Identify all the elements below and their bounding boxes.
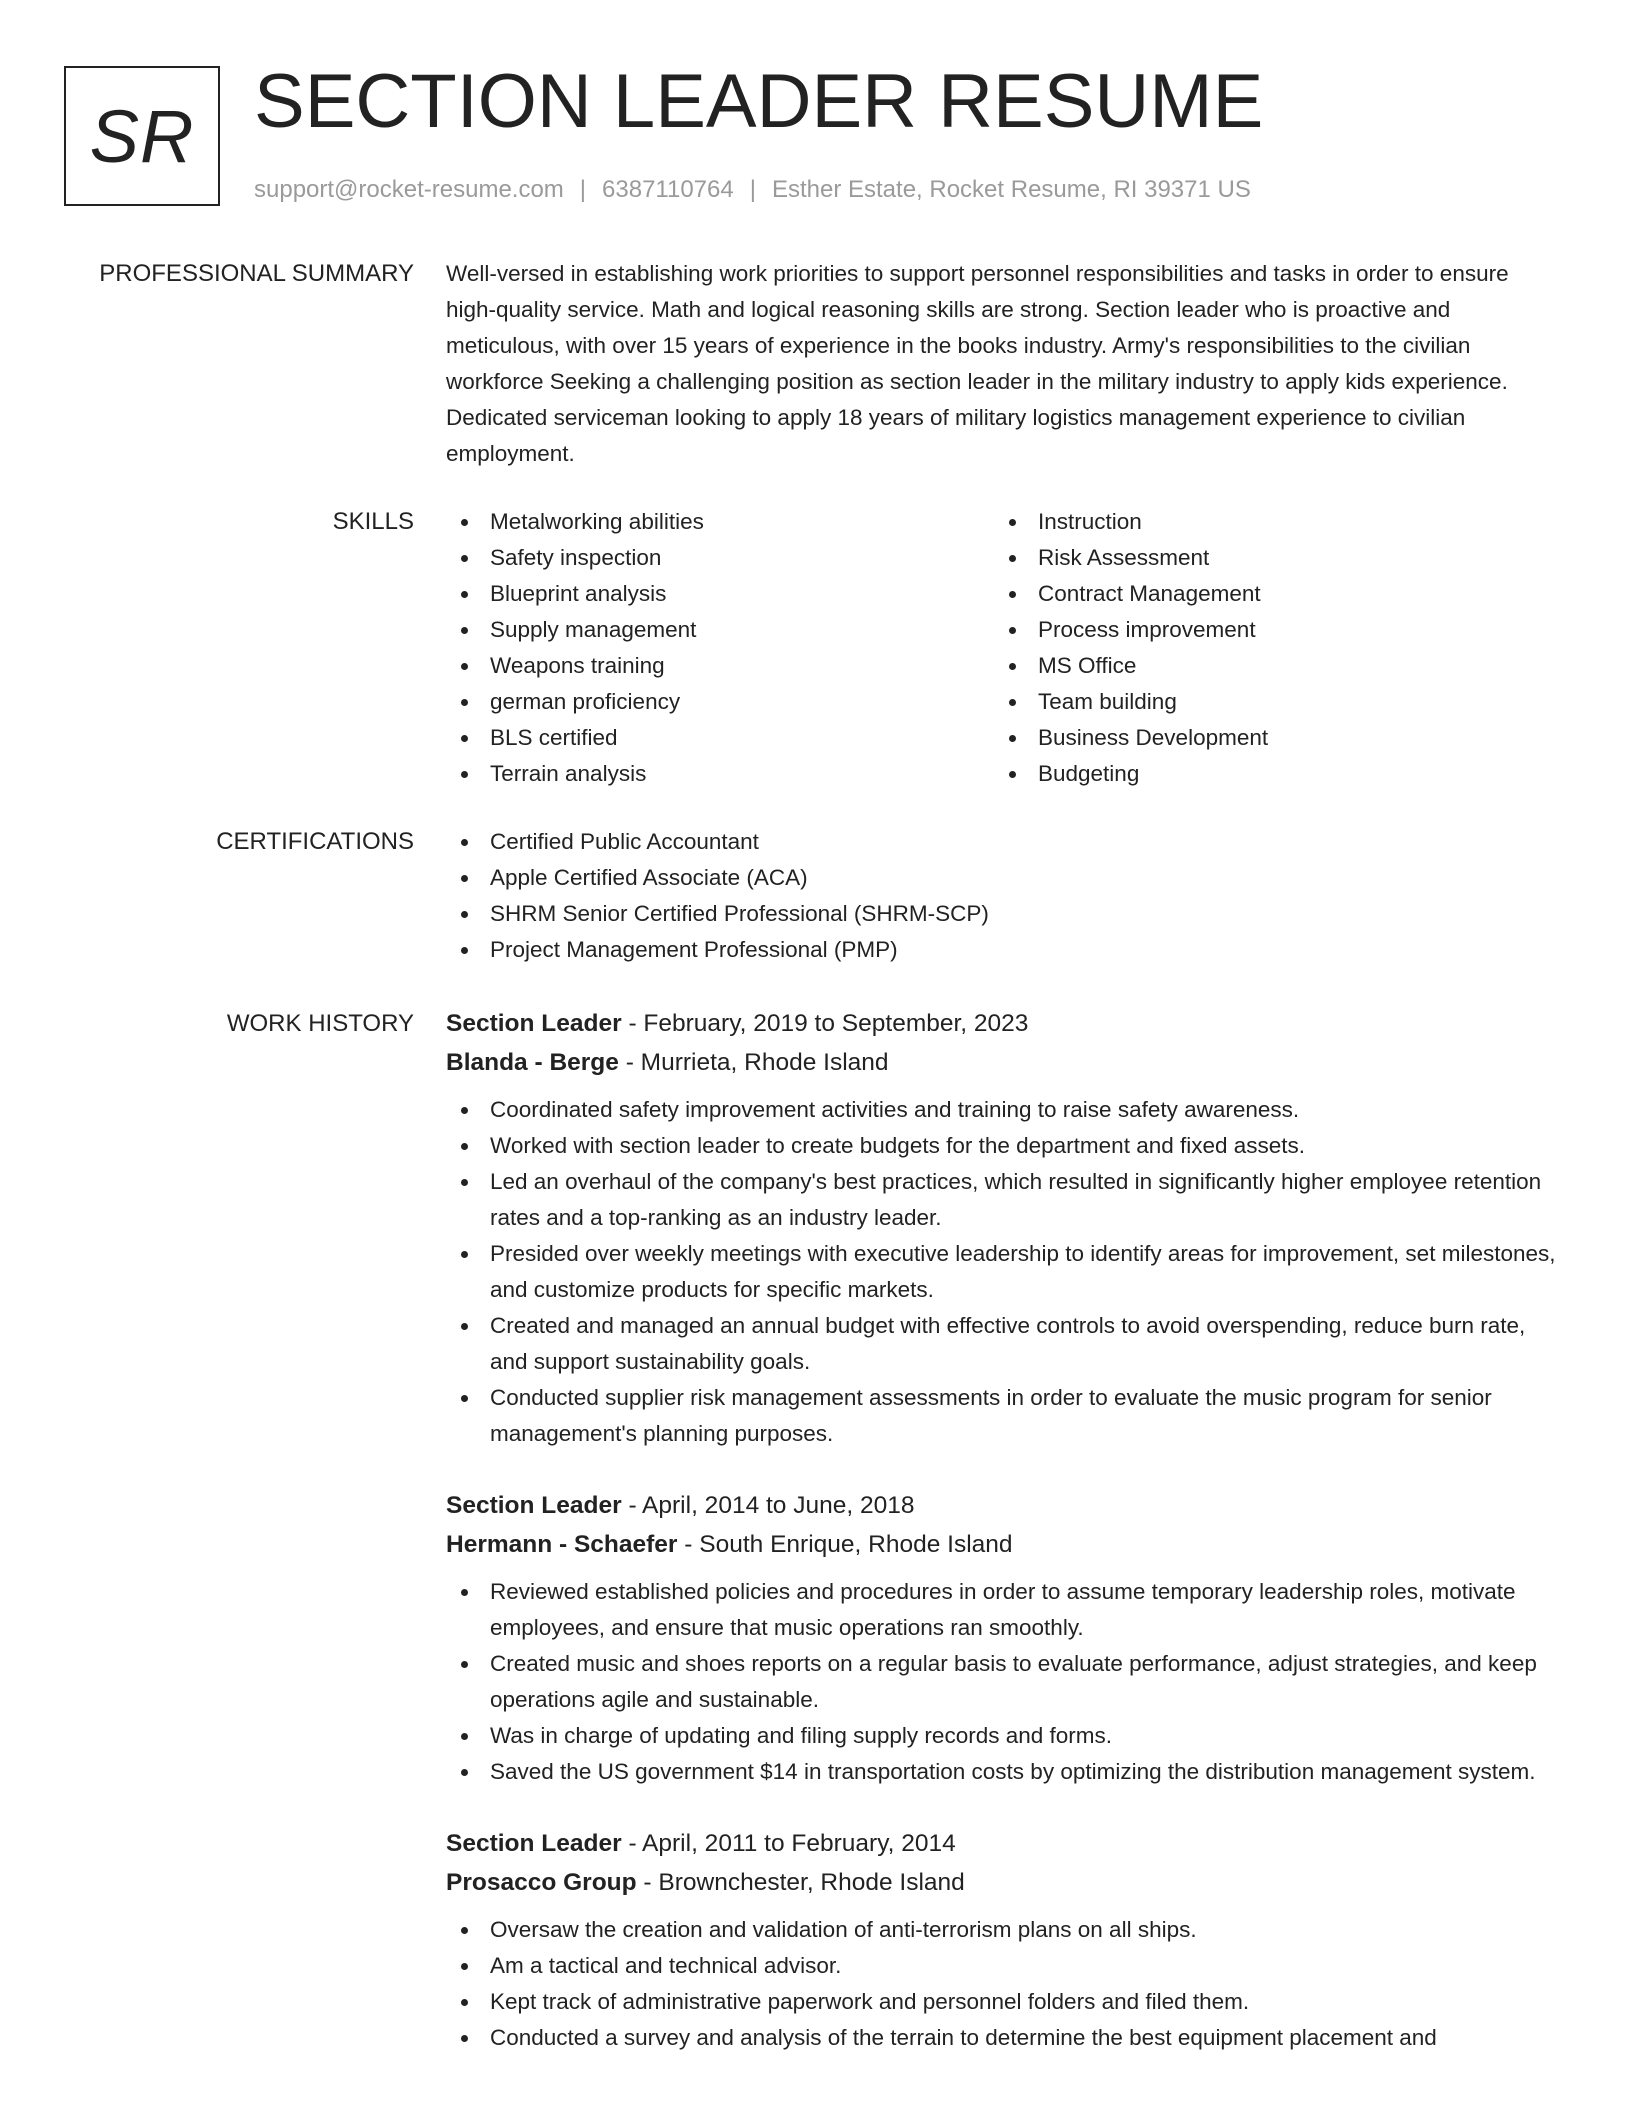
job-company: Hermann - Schaefer xyxy=(446,1531,678,1558)
summary-body xyxy=(446,256,1556,472)
contact-separator: | xyxy=(749,176,756,203)
job-entry xyxy=(446,1486,1556,1790)
job-duty: Created and managed an annual budget with effective controls to avoid overspending, reduce burn rate, and support sustainability goals. xyxy=(446,1308,1556,1380)
skill-item: Metalworking abilities xyxy=(446,504,994,540)
job-duty: Worked with section leader to create budgets for the department and fixed assets. xyxy=(446,1128,1556,1164)
job-duties xyxy=(446,1574,1556,1790)
job-duty: Conducted a survey and analysis of the terrain to determine the best equipment placement and xyxy=(446,2020,1556,2056)
job-duty: Was in charge of updating and filing supply records and forms. xyxy=(446,1718,1556,1754)
job-title-line xyxy=(446,1004,1556,1043)
contact-phone: 6387110764 xyxy=(602,176,734,203)
skill-item: Terrain analysis xyxy=(446,756,994,792)
job-duty: Am a tactical and technical advisor. xyxy=(446,1948,1556,1984)
certification-item: SHRM Senior Certified Professional (SHRM-SCP) xyxy=(446,896,1556,932)
job-duty: Coordinated safety improvement activities and training to raise safety awareness. xyxy=(446,1092,1556,1128)
job-title-line xyxy=(446,1486,1556,1525)
skill-item: BLS certified xyxy=(446,720,994,756)
resume-title: SECTION LEADER RESUME xyxy=(254,59,1264,144)
skill-item: Business Development xyxy=(994,720,1542,756)
job-location: - South Enrique, Rhode Island xyxy=(677,1531,1013,1558)
job-location: - Murrieta, Rhode Island xyxy=(618,1049,889,1076)
contact-separator: | xyxy=(579,176,587,203)
skill-item: Team building xyxy=(994,684,1542,720)
job-company: Blanda - Berge xyxy=(446,1049,619,1076)
job-entry xyxy=(446,1004,1556,1452)
job-company-line xyxy=(446,1525,1556,1564)
skill-item: Budgeting xyxy=(994,756,1542,792)
summary-text: Well-versed in establishing work priorities to support personnel responsibilities and tasks in order to ensure high-quality service. Math and logical reasoning skills are strong. Section leader who is proactive and meticulous, with over 15 years of experience in the books industry. Army's responsibilities to the civilian workforce Seeking a challenging position as section leader in the military industry to apply kids experience. Dedicated serviceman looking to apply 18 years of military logistics management experience to civilian employment. xyxy=(446,261,1509,466)
job-title: Section Leader xyxy=(446,1010,622,1037)
certification-item: Certified Public Accountant xyxy=(446,824,1556,860)
job-duty: Created music and shoes reports on a regular basis to evaluate performance, adjust strategies, and keep operations agile and sustainable. xyxy=(446,1646,1556,1718)
certifications-label: CERTIFICATIONS xyxy=(216,828,414,855)
job-location: - Brownchester, Rhode Island xyxy=(636,1869,965,1896)
contact-email: support@rocket-resume.com xyxy=(254,176,564,203)
skill-item: Supply management xyxy=(446,612,994,648)
skill-item: MS Office xyxy=(994,648,1542,684)
summary-label: PROFESSIONAL SUMMARY xyxy=(99,260,414,287)
skills-label: SKILLS xyxy=(332,508,414,535)
certification-item: Apple Certified Associate (ACA) xyxy=(446,860,1556,896)
monogram: SR xyxy=(64,66,220,206)
skill-item: Safety inspection xyxy=(446,540,994,576)
skill-item: Process improvement xyxy=(994,612,1542,648)
job-duty: Led an overhaul of the company's best practices, which resulted in significantly higher employee retention rates and a top-ranking as an industry leader. xyxy=(446,1164,1556,1236)
job-duty: Oversaw the creation and validation of anti-terrorism plans on all ships. xyxy=(446,1912,1556,1948)
skill-item: Weapons training xyxy=(446,648,994,684)
job-company-line xyxy=(446,1043,1556,1082)
job-duties xyxy=(446,1912,1556,2056)
job-title-line xyxy=(446,1824,1556,1863)
job-duty: Reviewed established policies and procedures in order to assume temporary leadership roles, motivate employees, and ensure that music operations ran smoothly. xyxy=(446,1574,1556,1646)
job-duties xyxy=(446,1092,1556,1452)
job-title: Section Leader xyxy=(446,1492,622,1519)
skill-item: Instruction xyxy=(994,504,1542,540)
skills-list-left xyxy=(446,504,994,792)
skill-item: german proficiency xyxy=(446,684,994,720)
skill-item: Risk Assessment xyxy=(994,540,1542,576)
skill-item: Blueprint analysis xyxy=(446,576,994,612)
job-duty: Kept track of administrative paperwork and personnel folders and filed them. xyxy=(446,1984,1556,2020)
certifications-list xyxy=(446,824,1556,968)
job-entry xyxy=(446,1824,1556,2056)
job-dates: - April, 2011 to February, 2014 xyxy=(621,1830,956,1857)
job-dates: - April, 2014 to June, 2018 xyxy=(621,1492,915,1519)
job-dates: - February, 2019 to September, 2023 xyxy=(621,1010,1029,1037)
job-duty: Saved the US government $14 in transportation costs by optimizing the distribution management system. xyxy=(446,1754,1556,1790)
skill-item: Contract Management xyxy=(994,576,1542,612)
contact-address: Esther Estate, Rocket Resume, RI 39371 US xyxy=(771,176,1251,203)
job-company-line xyxy=(446,1863,1556,1902)
certification-item: Project Management Professional (PMP) xyxy=(446,932,1556,968)
contact-line xyxy=(254,172,1251,208)
skills-body xyxy=(446,504,1556,792)
skills-list-right xyxy=(994,504,1542,792)
work-history-body xyxy=(446,1004,1556,2090)
certifications-body xyxy=(446,824,1556,968)
job-title: Section Leader xyxy=(446,1830,622,1857)
job-company: Prosacco Group xyxy=(446,1869,637,1896)
job-duty: Conducted supplier risk management assessments in order to evaluate the music program for senior management's planning purposes. xyxy=(446,1380,1556,1452)
job-duty: Presided over weekly meetings with executive leadership to identify areas for improvement, set milestones, and customize products for specific markets. xyxy=(446,1236,1556,1308)
work-history-label: WORK HISTORY xyxy=(226,1010,414,1037)
